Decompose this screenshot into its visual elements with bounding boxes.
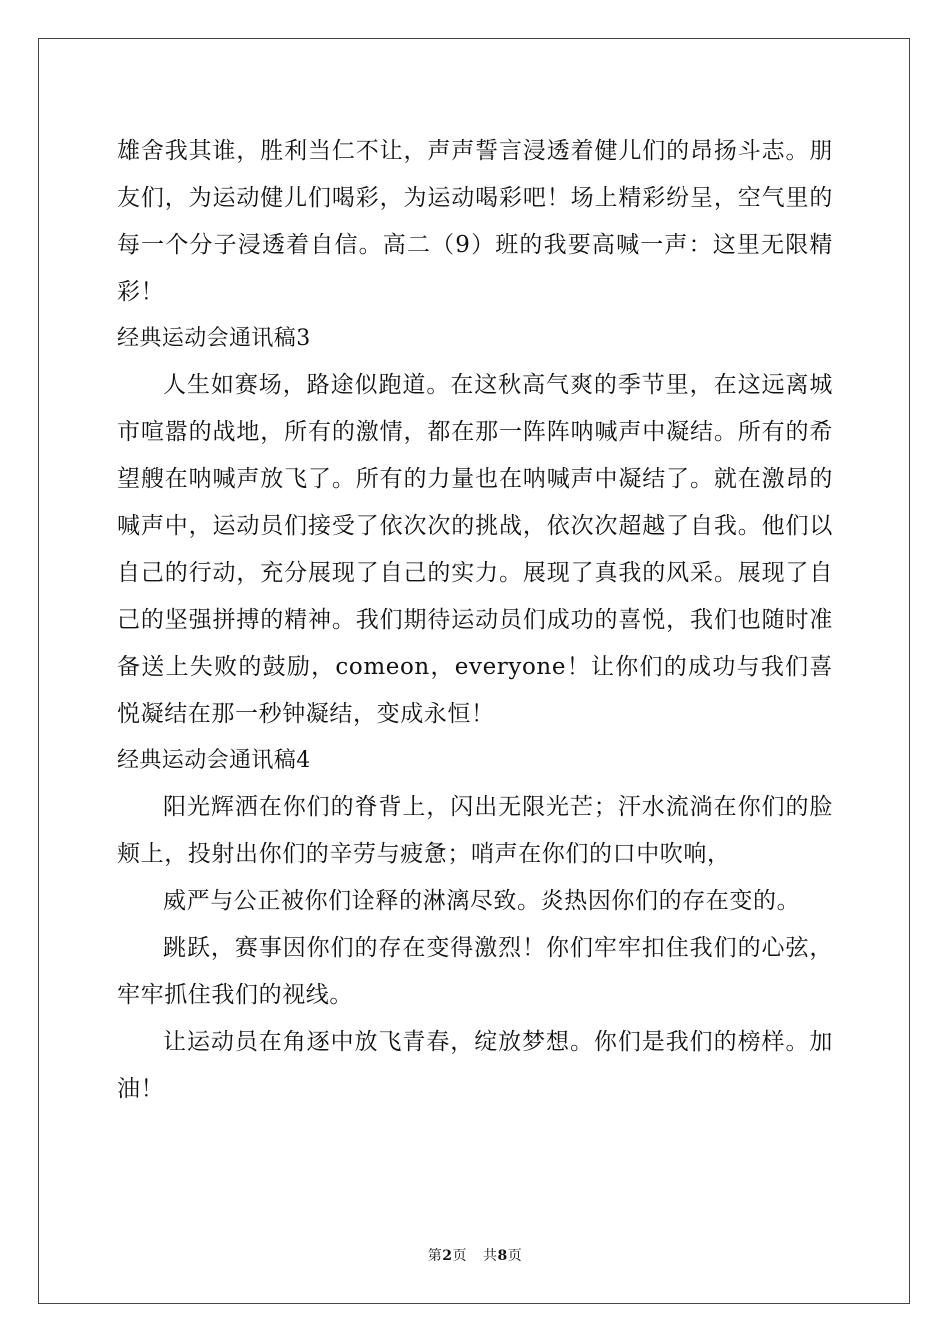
page-unit: 页 [452, 1248, 467, 1264]
total-prefix: 共 [483, 1248, 498, 1264]
current-page-number: 2 [442, 1248, 453, 1264]
page-footer [0, 1246, 950, 1266]
page-prefix: 第 [427, 1248, 443, 1264]
document-body [117, 128, 833, 1113]
section-heading: 经典运动会通讯稿3 [117, 326, 311, 351]
paragraph: 让运动员在角逐中放飞青春，绽放梦想。你们是我们的榜样。加油！ [117, 1029, 833, 1102]
paragraph: 雄舍我其谁，胜利当仁不让，声声誓言浸透着健儿们的昂扬斗志。朋友们，为运动健儿们喝彩，为运动喝彩吧！场上精彩纷呈，空气里的每一个分子浸透着自信。高二（9）班的我要高喊一声：这里无限精彩！ [117, 138, 833, 305]
total-pages-number: 8 [497, 1248, 508, 1264]
paragraph: 威严与公正被你们诠释的淋漓尽致。炎热因你们的存在变的。 [163, 888, 801, 914]
paragraph: 跳跃，赛事因你们的存在变得激烈！你们牢牢扣住我们的心弦，牢牢抓住我们的视线。 [117, 935, 833, 1008]
paragraph: 阳光辉洒在你们的脊背上，闪出无限光芒；汗水流淌在你们的脸颊上，投射出你们的辛劳与疲惫；哨声在你们的口中吹响， [117, 794, 833, 867]
section-heading: 经典运动会通讯稿4 [117, 748, 311, 773]
paragraph: 人生如赛场，路途似跑道。在这秋高气爽的季节里，在这远离城市喧嚣的战地，所有的激情，都在那一阵阵呐喊声中凝结。所有的希望艘在呐喊声放飞了。所有的力量也在呐喊声中凝结了。就在激昂的喊声中，运动员们接受了依次次的挑战，依次次超越了自我。他们以自己的行动，充分展现了自己的实力。展现了真我的风采。展现了自己的坚强拼搏的精神。我们期待运动员们成功的喜悦，我们也随时准备送上失败的鼓励，comeon，everyone！让你们的成功与我们喜悦凝结在那一秒钟凝结，变成永恒！ [117, 372, 833, 727]
total-unit: 页 [507, 1248, 523, 1264]
